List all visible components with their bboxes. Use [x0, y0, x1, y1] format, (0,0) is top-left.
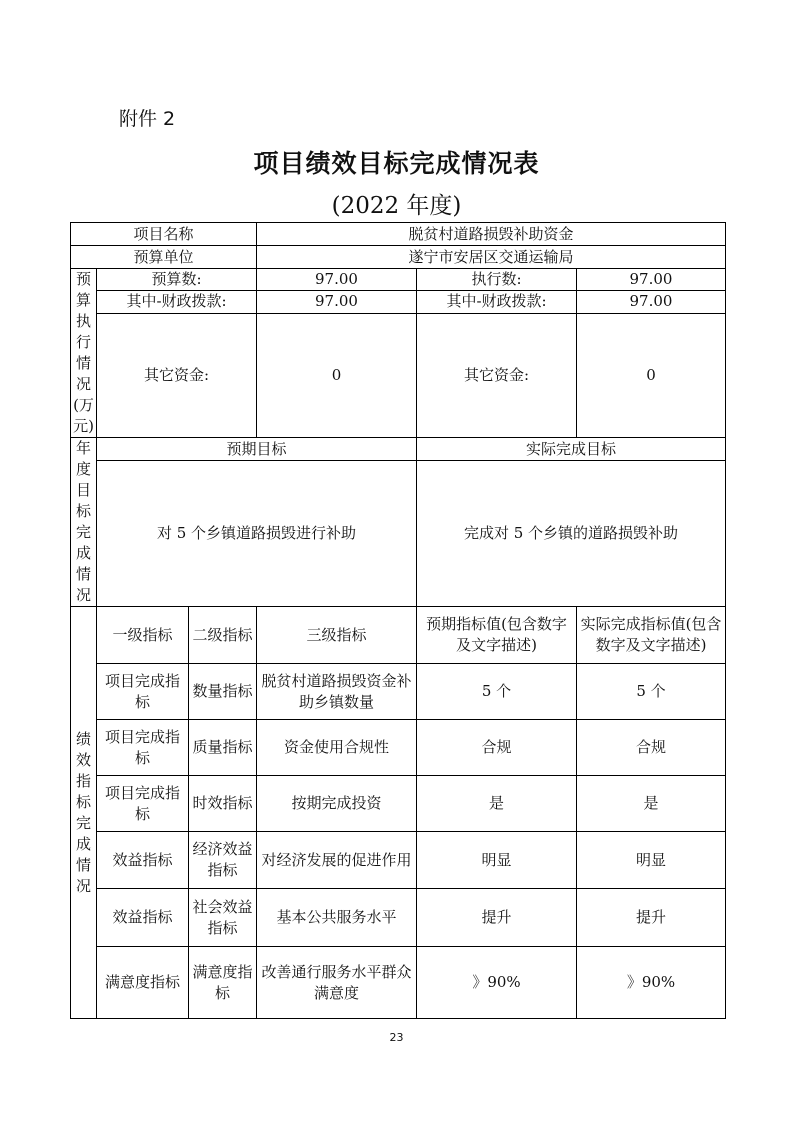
level2-cell: 经济效益指标: [189, 832, 257, 889]
header-actual-value: 实际完成指标值(包含数字及文字描述): [577, 607, 726, 664]
page-title: 项目绩效目标完成情况表: [253, 149, 540, 178]
expected-value-cell: 明显: [417, 832, 577, 889]
budget-unit-row: [71, 246, 726, 269]
budget-side-label: 预 算 执 行 情 况 (万 元): [71, 269, 97, 438]
expected-value-cell: 5 个: [417, 664, 577, 720]
level1-cell: 效益指标: [97, 889, 189, 947]
table-row: [71, 720, 726, 776]
page-subtitle: (2022 年度): [331, 193, 462, 219]
performance-table: [70, 222, 726, 1019]
table-row: [71, 776, 726, 832]
annual-content-row: [71, 461, 726, 607]
other-funds-row: [71, 313, 726, 438]
table-row: [71, 664, 726, 720]
annual-side-label: 年 度 目 标 完 成 情 况: [71, 438, 97, 607]
actual-target-text: 完成对 5 个乡镇的道路损毁补助: [417, 461, 726, 607]
other-exec-value: 0: [577, 313, 726, 438]
budget-unit-value: 遂宁市安居区交通运输局: [257, 246, 726, 269]
budget-unit-label: 预算单位: [71, 246, 257, 269]
expected-value-cell: 是: [417, 776, 577, 832]
page-number: 23: [389, 1031, 404, 1044]
level2-cell: 社会效益指标: [189, 889, 257, 947]
level3-cell: 按期完成投资: [257, 776, 417, 832]
level3-cell: 脱贫村道路损毁资金补助乡镇数量: [257, 664, 417, 720]
indicator-header-row: [71, 607, 726, 664]
table-row: [71, 947, 726, 1019]
expected-value-cell: 》90%: [417, 947, 577, 1019]
actual-value-cell: 明显: [577, 832, 726, 889]
expected-target-text: 对 5 个乡镇道路损毁进行补助: [97, 461, 417, 607]
other-label: 其它资金:: [97, 313, 257, 438]
fiscal-exec-value: 97.00: [577, 291, 726, 313]
fiscal-value: 97.00: [257, 291, 417, 313]
level1-cell: 项目完成指标: [97, 720, 189, 776]
expected-target-header: 预期目标: [97, 438, 417, 461]
fiscal-row: [71, 291, 726, 313]
level1-cell: 效益指标: [97, 832, 189, 889]
budget-row: [71, 269, 726, 291]
annual-header-row: [71, 438, 726, 461]
actual-target-header: 实际完成目标: [417, 438, 726, 461]
other-exec-label: 其它资金:: [417, 313, 577, 438]
header-level1: 一级指标: [97, 607, 189, 664]
fiscal-exec-label: 其中-财政拨款:: [417, 291, 577, 313]
other-value: 0: [257, 313, 417, 438]
level3-cell: 资金使用合规性: [257, 720, 417, 776]
header-level3: 三级指标: [257, 607, 417, 664]
table-row: [71, 832, 726, 889]
budget-label: 预算数:: [97, 269, 257, 291]
actual-value-cell: 是: [577, 776, 726, 832]
level3-cell: 改善通行服务水平群众满意度: [257, 947, 417, 1019]
level2-cell: 满意度指标: [189, 947, 257, 1019]
header-expected-value: 预期指标值(包含数字及文字描述): [417, 607, 577, 664]
actual-value-cell: 提升: [577, 889, 726, 947]
level1-cell: 满意度指标: [97, 947, 189, 1019]
exec-value: 97.00: [577, 269, 726, 291]
project-name-row: [71, 223, 726, 246]
level2-cell: 时效指标: [189, 776, 257, 832]
table-row: [71, 889, 726, 947]
project-name-label: 项目名称: [71, 223, 257, 246]
project-name-value: 脱贫村道路损毁补助资金: [257, 223, 726, 246]
level3-cell: 对经济发展的促进作用: [257, 832, 417, 889]
fiscal-label: 其中-财政拨款:: [97, 291, 257, 313]
header-level2: 二级指标: [189, 607, 257, 664]
attachment-label: 附件 2: [119, 108, 176, 130]
level1-cell: 项目完成指标: [97, 776, 189, 832]
level3-cell: 基本公共服务水平: [257, 889, 417, 947]
actual-value-cell: 合规: [577, 720, 726, 776]
budget-value: 97.00: [257, 269, 417, 291]
expected-value-cell: 合规: [417, 720, 577, 776]
indicator-side-label: 绩 效 指 标 完 成 情 况: [71, 607, 97, 1019]
actual-value-cell: 5 个: [577, 664, 726, 720]
level2-cell: 数量指标: [189, 664, 257, 720]
level2-cell: 质量指标: [189, 720, 257, 776]
exec-label: 执行数:: [417, 269, 577, 291]
level1-cell: 项目完成指标: [97, 664, 189, 720]
actual-value-cell: 》90%: [577, 947, 726, 1019]
expected-value-cell: 提升: [417, 889, 577, 947]
